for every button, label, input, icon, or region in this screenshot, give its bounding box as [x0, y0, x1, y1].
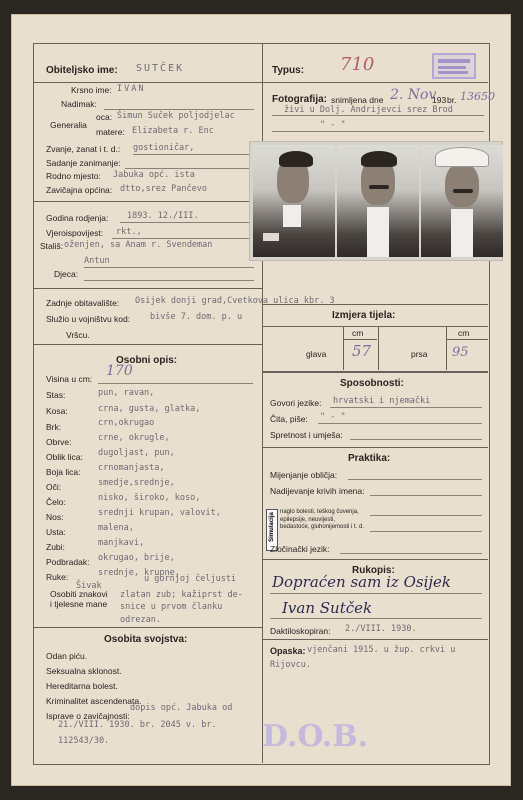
birth-year-value: 1893. 12./III.: [127, 211, 199, 221]
typus-value: 710: [340, 54, 375, 75]
disguise-line: [348, 479, 482, 480]
handwriting-sample-1: Dopraćen sam iz Osijek: [272, 573, 451, 591]
forehead-value: nisko, široko, koso,: [98, 493, 201, 503]
chest-value: 95: [452, 345, 469, 360]
abilities-heading: Sposobnosti:: [340, 378, 404, 389]
birthplace-value: Jabuka opć. ista: [113, 170, 195, 180]
section-divider: [262, 304, 488, 305]
reads-writes-label: Čita, piše:: [270, 414, 308, 424]
simulation-label: Simulacija: [269, 512, 275, 542]
chin-label: Podbradak:: [46, 557, 90, 567]
mother-value: Elizabeta r. Enc: [132, 126, 214, 136]
marks-value-1: u gornjoj čeljusti: [144, 574, 237, 584]
section-divider: [262, 639, 488, 640]
mother-label: matere:: [96, 127, 125, 137]
build-label: Stas:: [46, 390, 66, 400]
mouth-label: Usta:: [46, 527, 66, 537]
section-divider: [33, 627, 262, 628]
marital-label: Stališ:: [40, 241, 64, 251]
eyes-label: Oči:: [46, 482, 62, 492]
archive-stamp-text: [434, 55, 474, 77]
marks-value-0: Šivak: [76, 581, 102, 591]
typus-label: Typus:: [272, 65, 305, 76]
marks-label-2: i tjelesne mane: [50, 599, 108, 609]
documents-label: Isprave o zavičajnosti:: [46, 711, 130, 721]
teeth-label: Zubi:: [46, 542, 65, 552]
photo-line-2: [272, 131, 484, 132]
nose-label: Nos:: [46, 512, 64, 522]
father-value: Šimun Suček poljodjelac: [117, 111, 235, 121]
mouth-value: malena,: [98, 523, 134, 533]
occupation-line: [133, 154, 253, 155]
simulation-line-1: [370, 515, 482, 516]
complexion-value: crnomanjasta,: [98, 463, 165, 473]
reads-writes-value: " - ": [320, 412, 346, 422]
false-names-line: [370, 495, 482, 496]
remark-value-1: vjenčani 1915. u žup. crkvi u: [307, 645, 456, 655]
cm-header-line: [446, 339, 488, 340]
moustache-label: Brk:: [46, 422, 62, 432]
chest-label: prsa: [411, 349, 428, 359]
mugshot-photographs: [249, 141, 503, 261]
hands-label: Ruke:: [46, 572, 69, 582]
section-divider: [262, 447, 488, 448]
chin-value: okrugao, brije,: [98, 553, 175, 563]
birthplace-label: Rodno mjesto:: [46, 171, 101, 181]
last-residence-label: Zadnje obitavalište:: [46, 298, 120, 308]
practices-heading: Praktika:: [348, 453, 391, 464]
hair-value: crna, gusta, glatka,: [98, 404, 201, 414]
complexion-label: Boja lica:: [46, 467, 81, 477]
personal-description-heading: Osobni opis:: [116, 355, 178, 366]
reads-writes-line: [318, 423, 482, 424]
section-divider: [33, 201, 262, 202]
body-measurements-heading: Izmjera tijela:: [332, 310, 396, 321]
documents-value-2: 21./VIII. 1930. br. 2045 v. br.: [58, 720, 217, 730]
disguise-label: Mijenjanje obličja:: [270, 470, 338, 480]
head-label: glava: [306, 349, 327, 359]
special-traits-heading: Osobita svojstva:: [104, 634, 188, 645]
fingerprinted-label: Daktiloskopiran:: [270, 626, 331, 636]
sexual-label: Seksualna sklonost.: [46, 666, 122, 676]
eyebrows-label: Obrve:: [46, 437, 72, 447]
remark-value-2: Rijovcu.: [270, 660, 311, 670]
photo-taken-text: snimljena dne: [331, 95, 384, 105]
section-divider: [33, 288, 262, 289]
religion-line: [112, 238, 253, 239]
height-line: [98, 383, 253, 384]
photo-number: 13650: [460, 90, 495, 103]
criminal-slang-line: [340, 553, 482, 554]
occupation-label: Zvanje, zanat i t. d.:: [46, 144, 121, 154]
photo-line-1: [272, 115, 484, 116]
generalia-label: Generalia: [50, 120, 87, 130]
handwriting-heading: Rukopis:: [352, 565, 395, 576]
photo-br: br.: [447, 95, 457, 105]
handwriting-line-1: [270, 593, 482, 594]
simulation-text: naglo bolesti, teškog čuvenja, epilepsije, neuvijesti, bedastoće, gluhonijemosti i t. d.: [280, 509, 365, 530]
military-value-2: Vršcu.: [66, 330, 90, 340]
home-municipality-value: dtto,srez Pančevo: [120, 184, 207, 194]
moustache-value: crn,okrugao: [98, 418, 155, 428]
photo-place: živi u Dolj. Andrijevci srez Brod: [284, 105, 453, 115]
occupation-value: gostioničar,: [133, 143, 195, 153]
children-line-2: [84, 280, 254, 281]
marks-label-1: Osobiti znakovi: [50, 589, 108, 599]
military-value-1: bivše 7. dom. p. u: [150, 312, 243, 322]
languages-line: [330, 407, 482, 408]
surname-label: Obiteljsko ime:: [46, 65, 118, 76]
religion-label: Vjeroispovijest:: [46, 228, 104, 238]
birth-year-label: Godina rodjenja:: [46, 213, 109, 223]
military-label: Služio u vojništvu kod:: [46, 314, 131, 324]
cm-header-line: [343, 339, 377, 340]
marital-value: oženjen, sa Anam r. Svendeman: [64, 240, 213, 250]
archive-stamp: [432, 53, 476, 79]
section-divider: [262, 559, 488, 560]
section-divider: [33, 344, 262, 345]
simulation-line-2: [370, 531, 482, 532]
home-municipality-label: Zavičajna općina:: [46, 185, 113, 195]
last-residence-value: Osijek donji grad,Cvetkova ulica kbr. 3: [135, 296, 335, 306]
photo-ditto: " - ": [320, 120, 346, 130]
skill-label: Spretnost i umješa:: [270, 430, 343, 440]
section-divider: [262, 372, 488, 373]
photo-label: Fotografija:: [272, 94, 327, 105]
languages-label: Govori jezike:: [270, 398, 322, 408]
religion-value: rkt.,: [116, 227, 142, 237]
dob-stamp: D.O.B.: [262, 719, 369, 754]
children-value: Antun: [84, 256, 110, 266]
nose-value: srednji krupan, valovit,: [98, 508, 221, 518]
face-shape-value: dugoljast, pun,: [98, 448, 175, 458]
skill-line: [350, 439, 482, 440]
marks-value-2: zlatan zub; kažiprst de-: [120, 590, 243, 600]
fingerprinted-value: 2./VIII. 1930.: [345, 624, 417, 634]
first-name-label: Krsno ime:: [71, 85, 112, 95]
build-value: pun, ravan,: [98, 388, 155, 398]
eyes-value: smedje,srednje,: [98, 478, 175, 488]
header-separator: [33, 82, 488, 83]
documents-value-1: dopis opć. Jabuka od: [130, 703, 233, 713]
remark-label: Opaska:: [270, 646, 306, 656]
photo-date: 2. Nov: [390, 87, 437, 103]
languages-value: hrvatski i njemački: [333, 396, 431, 406]
marks-value-4: odrezan.: [120, 615, 161, 625]
children-line-1: [84, 267, 254, 268]
eyebrows-value: crne, okrugle,: [98, 433, 170, 443]
mugshot-with-hat: [421, 145, 503, 257]
nickname-label: Nadimak:: [61, 99, 97, 109]
drinking-label: Odan piću.: [46, 651, 88, 661]
handwriting-sample-2: Ivan Sutček: [282, 599, 373, 617]
hair-label: Kosa:: [46, 406, 68, 416]
current-occupation-label: Sadanje zanimanje:: [46, 158, 121, 168]
teeth-value: manjkavi,: [98, 538, 145, 548]
father-label: oca:: [96, 112, 113, 122]
handwriting-line-2: [270, 618, 482, 619]
forehead-label: Čelo:: [46, 497, 66, 507]
birth-year-line: [120, 222, 253, 223]
marks-value-3: snice u prvom članku: [120, 602, 223, 612]
mugshot-profile: [253, 145, 335, 257]
false-names-label: Nadijevanje krivih imena:: [270, 486, 365, 496]
current-occupation-line: [125, 168, 253, 169]
cm-header-1: cm: [352, 328, 364, 338]
children-label: Djeca:: [54, 269, 79, 279]
criminality-label: Kriminalitet ascendenata.: [46, 696, 142, 706]
cm-header-2: cm: [458, 328, 470, 338]
criminal-slang-label: Zločinački jezik:: [270, 544, 330, 554]
height-label: Visina u cm:: [46, 374, 93, 384]
first-name-value: IVAN: [117, 84, 146, 94]
mugshot-front: [337, 145, 419, 257]
head-value: 57: [352, 342, 372, 360]
face-shape-label: Oblik lica:: [46, 452, 83, 462]
hereditary-label: Hereditarna bolest.: [46, 681, 118, 691]
surname-value: SUTČEK: [136, 63, 185, 74]
documents-value-3: 112543/30.: [58, 736, 110, 746]
photo-year: 193: [432, 95, 447, 105]
hands-value: srednje, krupne,: [98, 568, 180, 578]
height-value: 170: [106, 363, 133, 379]
nickname-line: [104, 109, 254, 110]
